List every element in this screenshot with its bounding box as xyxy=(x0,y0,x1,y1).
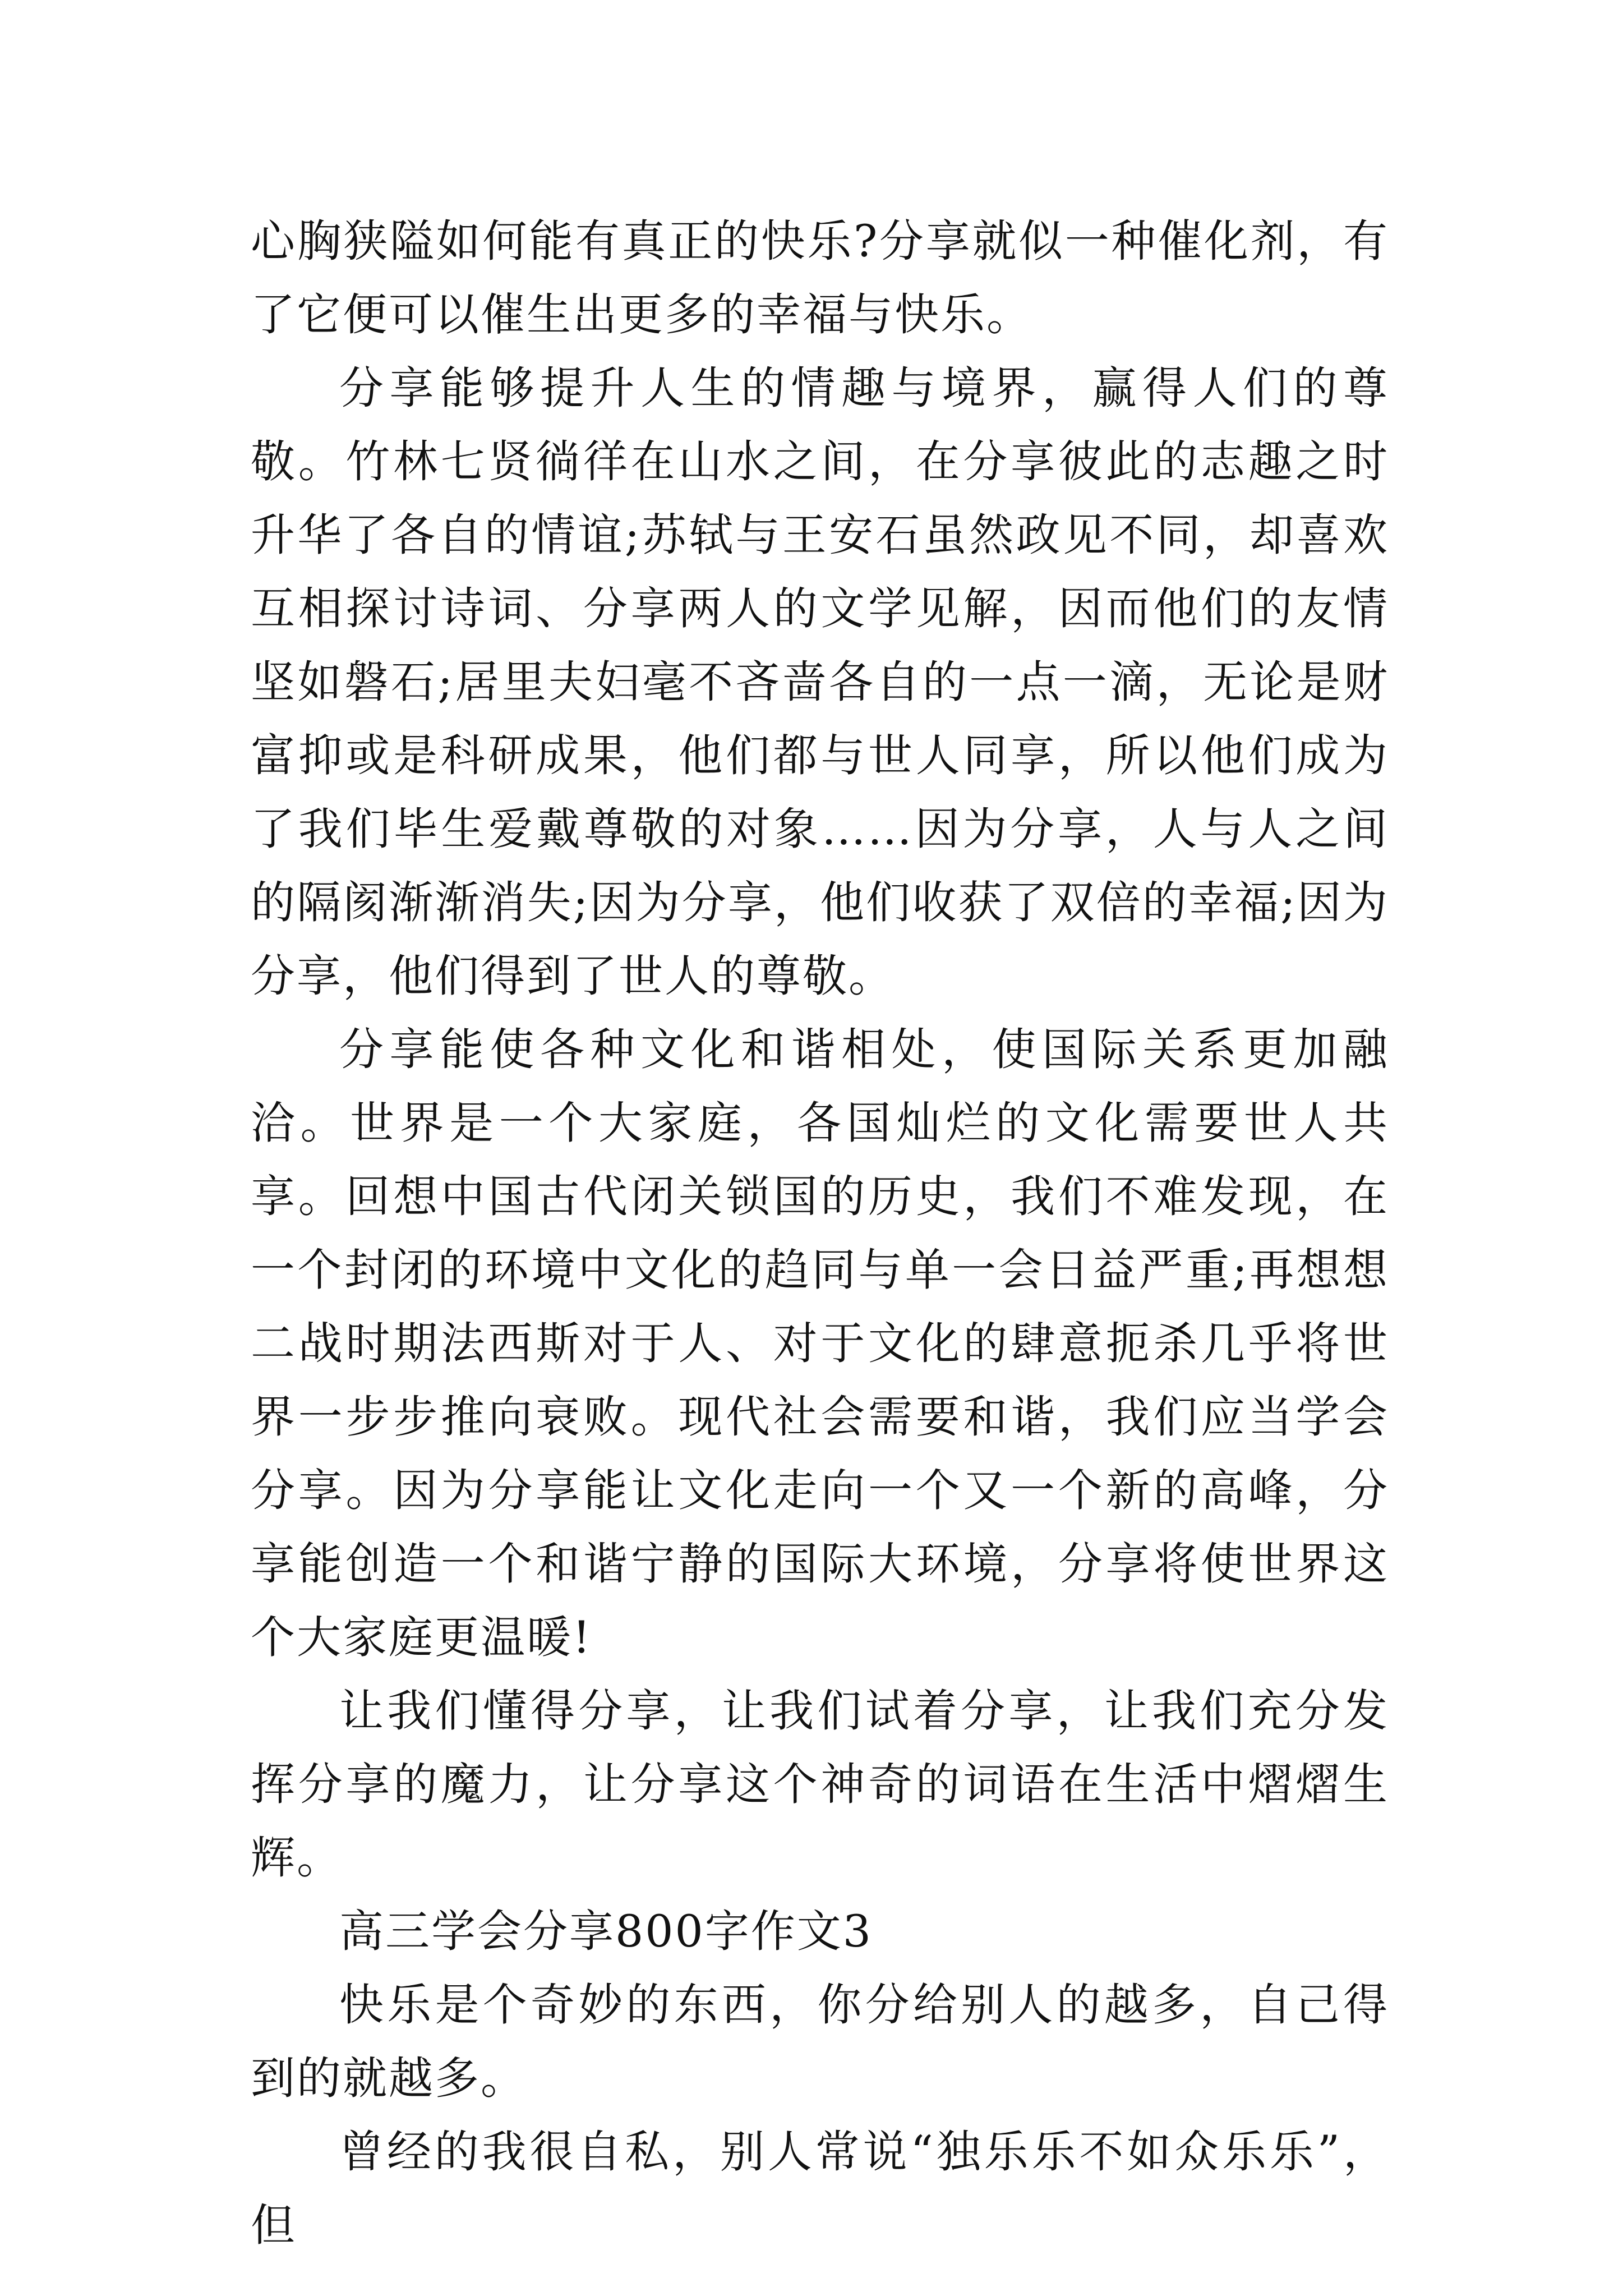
section-title: 高三学会分享800字作文3 xyxy=(339,1906,873,1957)
paragraph-sharing-conclusion: 让我们懂得分享，让我们试着分享，让我们充分发挥分享的魔力，让分享这个神奇的词语在生活中熠熠生辉。 xyxy=(251,1685,1389,1884)
paragraph-happiness: 快乐是个奇妙的东西，你分给别人的越多，自己得到的就越多。 xyxy=(251,1979,1389,2104)
paragraph-sharing-respect: 分享能够提升人生的情趣与境界，赢得人们的尊敬。竹林七贤徜徉在山水之间，在分享彼此的志趣之时升华了各自的情谊;苏轼与王安石虽然政见不同，却喜欢互相探讨诗词、分享两人的文学见解，因而他们的友情坚如磐石;居里夫妇毫不吝啬各自的一点一滴，无论是财富抑或是科研成果，他们都与世人同享，所以他们成为了我们毕生爱戴尊敬的对象……因为分享，人与人之间的隔阂渐渐消失;因为分享，他们收获了双倍的幸福;因为分享，他们得到了世人的尊敬。 xyxy=(251,362,1389,1002)
paragraph-continuation: 心胸狭隘如何能有真正的快乐?分享就似一种催化剂，有了它便可以催生出更多的幸福与快乐。 xyxy=(251,215,1389,341)
document-body xyxy=(251,205,1389,2262)
paragraph-selfish: 曾经的我很自私，别人常说“独乐乐不如众乐乐”，但 xyxy=(251,2126,1389,2251)
paragraph-sharing-cultures: 分享能使各种文化和谐相处，使国际关系更加融洽。世界是一个大家庭，各国灿烂的文化需要世人共享。回想中国古代闭关锁国的历史，我们不难发现，在一个封闭的环境中文化的趋同与单一会日益严重;再想想二战时期法西斯对于人、对于文化的肆意扼杀几乎将世界一步步推向衰败。现代社会需要和谐，我们应当学会分享。因为分享能让文化走向一个又一个新的高峰，分享能创造一个和谐宁静的国际大环境，分享将使世界这个大家庭更温暖! xyxy=(251,1024,1389,1663)
